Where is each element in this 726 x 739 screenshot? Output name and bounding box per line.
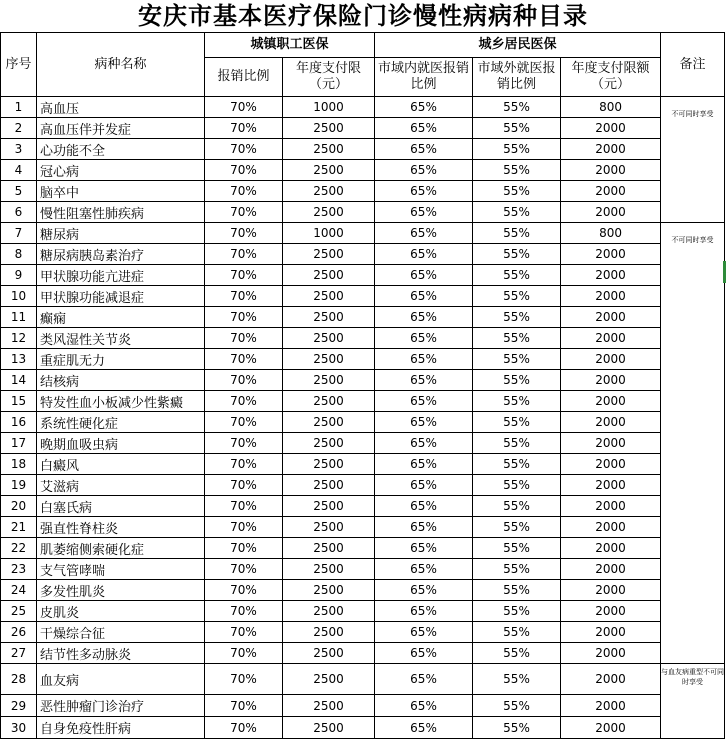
rural-out-ratio: 55%	[473, 664, 561, 695]
note-group-3: 与血友病重型不可同时享受	[661, 664, 725, 739]
urban-limit: 2500	[283, 286, 375, 307]
urban-ratio: 70%	[205, 717, 283, 739]
table-row	[1, 695, 725, 717]
rural-limit: 2000	[561, 139, 661, 160]
rural-out-ratio: 55%	[473, 433, 561, 454]
rural-in-ratio: 65%	[375, 664, 473, 695]
rural-in-ratio: 65%	[375, 181, 473, 202]
urban-ratio: 70%	[205, 370, 283, 391]
disease-name: 结节性多动脉炎	[37, 643, 205, 664]
urban-limit: 2500	[283, 118, 375, 139]
urban-ratio: 70%	[205, 181, 283, 202]
rural-in-ratio: 65%	[375, 118, 473, 139]
row-index: 16	[1, 412, 37, 433]
rural-in-ratio: 65%	[375, 286, 473, 307]
disease-name: 冠心病	[37, 160, 205, 181]
table-row	[1, 496, 725, 517]
header-index: 序号	[1, 33, 37, 97]
rural-out-ratio: 55%	[473, 559, 561, 580]
table-row	[1, 412, 725, 433]
disease-name: 甲状腺功能亢进症	[37, 265, 205, 286]
row-index: 6	[1, 202, 37, 223]
table-row	[1, 286, 725, 307]
disease-name: 类风湿性关节炎	[37, 328, 205, 349]
row-index: 13	[1, 349, 37, 370]
header-rural-group: 城乡居民医保	[375, 33, 661, 58]
urban-ratio: 70%	[205, 496, 283, 517]
urban-ratio: 70%	[205, 454, 283, 475]
urban-ratio: 70%	[205, 580, 283, 601]
table-row	[1, 118, 725, 139]
urban-limit: 2500	[283, 160, 375, 181]
urban-ratio: 70%	[205, 517, 283, 538]
rural-in-ratio: 65%	[375, 454, 473, 475]
rural-out-ratio: 55%	[473, 244, 561, 265]
table-row	[1, 97, 725, 118]
urban-ratio: 70%	[205, 160, 283, 181]
urban-ratio: 70%	[205, 433, 283, 454]
disease-name: 结核病	[37, 370, 205, 391]
rural-out-ratio: 55%	[473, 643, 561, 664]
row-index: 30	[1, 717, 37, 739]
urban-limit: 2500	[283, 622, 375, 643]
disease-name: 癫痫	[37, 307, 205, 328]
rural-in-ratio: 65%	[375, 601, 473, 622]
urban-ratio: 70%	[205, 139, 283, 160]
urban-limit: 2500	[283, 601, 375, 622]
urban-ratio: 70%	[205, 286, 283, 307]
rural-out-ratio: 55%	[473, 97, 561, 118]
urban-limit: 2500	[283, 664, 375, 695]
disease-name: 系统性硬化症	[37, 412, 205, 433]
rural-limit: 2000	[561, 601, 661, 622]
rural-in-ratio: 65%	[375, 160, 473, 181]
urban-ratio: 70%	[205, 244, 283, 265]
rural-out-ratio: 55%	[473, 286, 561, 307]
rural-out-ratio: 55%	[473, 118, 561, 139]
urban-limit: 2500	[283, 307, 375, 328]
table-row	[1, 580, 725, 601]
row-index: 5	[1, 181, 37, 202]
rural-in-ratio: 65%	[375, 717, 473, 739]
rural-out-ratio: 55%	[473, 580, 561, 601]
urban-ratio: 70%	[205, 643, 283, 664]
rural-in-ratio: 65%	[375, 433, 473, 454]
disease-name: 特发性血小板减少性紫癜	[37, 391, 205, 412]
urban-limit: 2500	[283, 717, 375, 739]
urban-ratio: 70%	[205, 202, 283, 223]
table-row	[1, 181, 725, 202]
urban-ratio: 70%	[205, 622, 283, 643]
row-index: 12	[1, 328, 37, 349]
disease-name: 自身免疫性肝病	[37, 717, 205, 739]
row-index: 20	[1, 496, 37, 517]
rural-out-ratio: 55%	[473, 370, 561, 391]
urban-limit: 2500	[283, 412, 375, 433]
rural-out-ratio: 55%	[473, 454, 561, 475]
urban-ratio: 70%	[205, 328, 283, 349]
rural-in-ratio: 65%	[375, 622, 473, 643]
rural-out-ratio: 55%	[473, 160, 561, 181]
rural-in-ratio: 65%	[375, 265, 473, 286]
rural-out-ratio: 55%	[473, 538, 561, 559]
table-row	[1, 454, 725, 475]
header-rural-out: 市域外就医报销比例	[473, 58, 561, 97]
table-row	[1, 538, 725, 559]
table-row	[1, 601, 725, 622]
rural-limit: 2000	[561, 433, 661, 454]
urban-ratio: 70%	[205, 307, 283, 328]
row-index: 10	[1, 286, 37, 307]
rural-limit: 2000	[561, 454, 661, 475]
row-index: 3	[1, 139, 37, 160]
rural-out-ratio: 55%	[473, 475, 561, 496]
urban-limit: 2500	[283, 328, 375, 349]
urban-limit: 2500	[283, 433, 375, 454]
row-index: 9	[1, 265, 37, 286]
rural-limit: 2000	[561, 307, 661, 328]
table-row	[1, 475, 725, 496]
row-index: 22	[1, 538, 37, 559]
row-index: 28	[1, 664, 37, 695]
urban-limit: 2500	[283, 181, 375, 202]
table-row	[1, 559, 725, 580]
disease-name: 高血压伴并发症	[37, 118, 205, 139]
table-row	[1, 223, 725, 244]
rural-out-ratio: 55%	[473, 391, 561, 412]
header-urban-ratio: 报销比例	[205, 58, 283, 97]
row-index: 15	[1, 391, 37, 412]
rural-limit: 2000	[561, 717, 661, 739]
rural-in-ratio: 65%	[375, 328, 473, 349]
rural-out-ratio: 55%	[473, 307, 561, 328]
disease-name: 血友病	[37, 664, 205, 695]
rural-limit: 2000	[561, 202, 661, 223]
disease-name: 糖尿病胰岛素治疗	[37, 244, 205, 265]
table-body	[1, 97, 725, 739]
rural-limit: 2000	[561, 265, 661, 286]
rural-out-ratio: 55%	[473, 328, 561, 349]
rural-out-ratio: 55%	[473, 349, 561, 370]
rural-limit: 2000	[561, 244, 661, 265]
disease-name: 干燥综合征	[37, 622, 205, 643]
urban-limit: 1000	[283, 223, 375, 244]
urban-limit: 2500	[283, 349, 375, 370]
urban-limit: 2500	[283, 391, 375, 412]
table-row	[1, 265, 725, 286]
urban-limit: 2500	[283, 244, 375, 265]
rural-in-ratio: 65%	[375, 517, 473, 538]
header-note: 备注	[661, 33, 725, 97]
rural-in-ratio: 65%	[375, 349, 473, 370]
rural-out-ratio: 55%	[473, 181, 561, 202]
urban-ratio: 70%	[205, 475, 283, 496]
table-row	[1, 622, 725, 643]
header-urban-group: 城镇职工医保	[205, 33, 375, 58]
urban-ratio: 70%	[205, 265, 283, 286]
rural-limit: 2000	[561, 328, 661, 349]
disease-name: 皮肌炎	[37, 601, 205, 622]
urban-ratio: 70%	[205, 412, 283, 433]
row-index: 18	[1, 454, 37, 475]
rural-in-ratio: 65%	[375, 202, 473, 223]
rural-in-ratio: 65%	[375, 412, 473, 433]
disease-name: 白癜风	[37, 454, 205, 475]
row-index: 25	[1, 601, 37, 622]
note-group-2: 不可同时享受	[661, 223, 725, 664]
row-index: 14	[1, 370, 37, 391]
rural-limit: 2000	[561, 181, 661, 202]
rural-limit: 2000	[561, 349, 661, 370]
disease-name: 支气管哮喘	[37, 559, 205, 580]
rural-limit: 2000	[561, 643, 661, 664]
urban-limit: 2500	[283, 454, 375, 475]
urban-ratio: 70%	[205, 601, 283, 622]
urban-ratio: 70%	[205, 559, 283, 580]
urban-limit: 2500	[283, 139, 375, 160]
urban-ratio: 70%	[205, 97, 283, 118]
row-index: 8	[1, 244, 37, 265]
rural-limit: 2000	[561, 622, 661, 643]
header-rural-in: 市域内就医报销比例	[375, 58, 473, 97]
rural-limit: 2000	[561, 475, 661, 496]
page-title: 安庆市基本医疗保险门诊慢性病病种目录	[138, 1, 588, 30]
disease-name: 艾滋病	[37, 475, 205, 496]
rural-out-ratio: 55%	[473, 139, 561, 160]
rural-limit: 2000	[561, 517, 661, 538]
rural-in-ratio: 65%	[375, 391, 473, 412]
rural-out-ratio: 55%	[473, 496, 561, 517]
row-index: 4	[1, 160, 37, 181]
disease-table	[0, 32, 725, 739]
urban-ratio: 70%	[205, 664, 283, 695]
table-row	[1, 517, 725, 538]
disease-name: 高血压	[37, 97, 205, 118]
row-index: 7	[1, 223, 37, 244]
row-index: 21	[1, 517, 37, 538]
rural-in-ratio: 65%	[375, 643, 473, 664]
urban-limit: 2500	[283, 475, 375, 496]
table-row	[1, 328, 725, 349]
table-row	[1, 160, 725, 181]
urban-ratio: 70%	[205, 538, 283, 559]
disease-name: 甲状腺功能减退症	[37, 286, 205, 307]
table-row	[1, 643, 725, 664]
rural-in-ratio: 65%	[375, 307, 473, 328]
note-group-1: 不可同时享受	[661, 97, 725, 223]
row-index: 1	[1, 97, 37, 118]
row-index: 19	[1, 475, 37, 496]
rural-limit: 800	[561, 97, 661, 118]
urban-limit: 2500	[283, 643, 375, 664]
rural-in-ratio: 65%	[375, 496, 473, 517]
disease-name: 糖尿病	[37, 223, 205, 244]
row-index: 11	[1, 307, 37, 328]
rural-in-ratio: 65%	[375, 244, 473, 265]
disease-name: 重症肌无力	[37, 349, 205, 370]
row-index: 26	[1, 622, 37, 643]
rural-in-ratio: 65%	[375, 538, 473, 559]
rural-in-ratio: 65%	[375, 559, 473, 580]
table-row	[1, 433, 725, 454]
rural-limit: 2000	[561, 370, 661, 391]
table-row	[1, 307, 725, 328]
disease-name: 晚期血吸虫病	[37, 433, 205, 454]
disease-name: 脑卒中	[37, 181, 205, 202]
rural-limit: 2000	[561, 412, 661, 433]
row-index: 29	[1, 695, 37, 717]
urban-limit: 2500	[283, 695, 375, 717]
table-row	[1, 349, 725, 370]
row-index: 2	[1, 118, 37, 139]
rural-out-ratio: 55%	[473, 265, 561, 286]
disease-name: 白塞氏病	[37, 496, 205, 517]
disease-name: 多发性肌炎	[37, 580, 205, 601]
rural-limit: 2000	[561, 118, 661, 139]
rural-in-ratio: 65%	[375, 370, 473, 391]
disease-name: 肌萎缩侧索硬化症	[37, 538, 205, 559]
rural-limit: 2000	[561, 496, 661, 517]
rural-in-ratio: 65%	[375, 695, 473, 717]
header-name: 病种名称	[37, 33, 205, 97]
urban-ratio: 70%	[205, 223, 283, 244]
urban-limit: 2500	[283, 580, 375, 601]
urban-limit: 1000	[283, 97, 375, 118]
rural-out-ratio: 55%	[473, 695, 561, 717]
rural-in-ratio: 65%	[375, 223, 473, 244]
urban-ratio: 70%	[205, 349, 283, 370]
rural-out-ratio: 55%	[473, 517, 561, 538]
rural-limit: 800	[561, 223, 661, 244]
rural-out-ratio: 55%	[473, 717, 561, 739]
table-row	[1, 139, 725, 160]
disease-name: 心功能不全	[37, 139, 205, 160]
disease-name: 慢性阻塞性肺疾病	[37, 202, 205, 223]
rural-out-ratio: 55%	[473, 412, 561, 433]
urban-ratio: 70%	[205, 391, 283, 412]
rural-limit: 2000	[561, 664, 661, 695]
disease-name: 强直性脊柱炎	[37, 517, 205, 538]
rural-in-ratio: 65%	[375, 580, 473, 601]
rural-limit: 2000	[561, 160, 661, 181]
urban-limit: 2500	[283, 496, 375, 517]
rural-limit: 2000	[561, 391, 661, 412]
row-index: 24	[1, 580, 37, 601]
rural-out-ratio: 55%	[473, 622, 561, 643]
rural-limit: 2000	[561, 580, 661, 601]
rural-in-ratio: 65%	[375, 475, 473, 496]
rural-out-ratio: 55%	[473, 223, 561, 244]
urban-limit: 2500	[283, 370, 375, 391]
table-row	[1, 664, 725, 695]
table-row	[1, 391, 725, 412]
table-row	[1, 370, 725, 391]
row-index: 23	[1, 559, 37, 580]
rural-out-ratio: 55%	[473, 601, 561, 622]
urban-ratio: 70%	[205, 695, 283, 717]
urban-limit: 2500	[283, 538, 375, 559]
table-row	[1, 202, 725, 223]
rural-limit: 2000	[561, 538, 661, 559]
disease-name: 恶性肿瘤门诊治疗	[37, 695, 205, 717]
header-rural-limit: 年度支付限额（元）	[561, 58, 661, 97]
urban-limit: 2500	[283, 517, 375, 538]
header-urban-limit: 年度支付限（元）	[283, 58, 375, 97]
rural-limit: 2000	[561, 286, 661, 307]
rural-limit: 2000	[561, 559, 661, 580]
table-row	[1, 244, 725, 265]
row-index: 17	[1, 433, 37, 454]
rural-in-ratio: 65%	[375, 139, 473, 160]
urban-limit: 2500	[283, 265, 375, 286]
table-row	[1, 717, 725, 739]
urban-limit: 2500	[283, 559, 375, 580]
urban-limit: 2500	[283, 202, 375, 223]
row-index: 27	[1, 643, 37, 664]
rural-limit: 2000	[561, 695, 661, 717]
rural-in-ratio: 65%	[375, 97, 473, 118]
rural-out-ratio: 55%	[473, 202, 561, 223]
urban-ratio: 70%	[205, 118, 283, 139]
